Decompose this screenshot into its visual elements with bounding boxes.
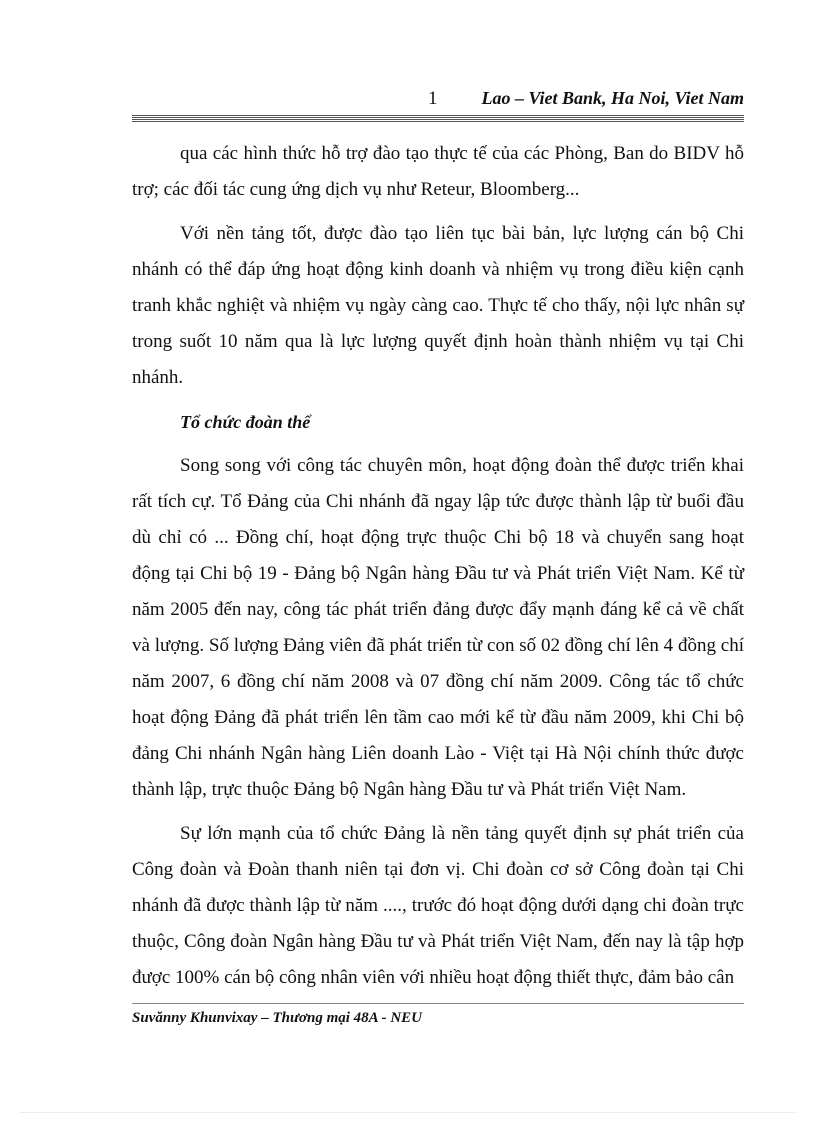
header-title: Lao – Viet Bank, Ha Noi, Viet Nam (481, 88, 744, 108)
paragraph: Song song với công tác chuyên môn, hoạt động đoàn thể được triển khai rất tích cự. Tổ Đảng của Chi nhánh đã ngay lập tức được thành lập từ buổi đầu dù chỉ có ... Đồng chí, hoạt động trực thuộc Chi bộ 18 và chuyển sang hoạt động tại Chi bộ 19 - Đảng bộ Ngân hàng Đầu tư và Phát triển Việt Nam. Kể từ năm 2005 đến nay, công tác phát triển đảng được đẩy mạnh đáng kể cả về chất và lượng. Số lượng Đảng viên đã phát triển từ con số 02 đồng chí lên 4 đồng chí năm 2007, 6 đồng chí năm 2008 và 07 đồng chí năm 2009. Công tác tổ chức hoạt động Đảng đã phát triển lên tầm cao mới kể từ đầu năm 2009, khi Chi bộ đảng Chi nhánh Ngân hàng Liên doanh Lào - Việt tại Hà Nội chính thức được thành lập, trực thuộc Đảng bộ Ngân hàng Đầu tư và Phát triển Việt Nam. (132, 455, 744, 800)
paragraph: Sự lớn mạnh của tổ chức Đảng là nền tảng quyết định sự phát triển của Công đoàn và Đoàn thanh niên tại đơn vị. Chi đoàn cơ sở Công đoàn tại Chi nhánh đã được thành lập từ năm ...., trước đó hoạt động dưới dạng chi đoàn trực thuộc, Công đoàn Ngân hàng Đầu tư và Phát triển Việt Nam, đến nay là tập hợp được 100% cán bộ công nhân viên với nhiều hoạt động thiết thực, đảm bảo cân (132, 823, 744, 988)
footer-divider (132, 1003, 744, 1004)
paragraph: Với nền tảng tốt, được đào tạo liên tục bài bản, lực lượng cán bộ Chi nhánh có thể đáp ứng hoạt động kinh doanh và nhiệm vụ trong điều kiện cạnh tranh khắc nghiệt và nhiệm vụ ngày càng cao. Thực tế cho thấy, nội lực nhân sự trong suốt 10 năm qua là lực lượng quyết định hoàn thành nhiệm vụ tại Chi nhánh. (132, 223, 744, 388)
header-divider (132, 115, 744, 122)
page-footer: Suvănny Khunvixay – Thương mại 48A - NEU (132, 1010, 423, 1026)
page-header (132, 88, 744, 114)
section-heading: Tổ chức đoàn thể (180, 412, 311, 432)
paragraph: qua các hình thức hỗ trợ đào tạo thực tế của các Phòng, Ban do BIDV hỗ trợ; các đối tác cung ứng dịch vụ như Reteur, Bloomberg... (132, 143, 744, 200)
page-bottom-edge (20, 1112, 796, 1113)
document-body (132, 136, 744, 1004)
page-number: 1 (428, 88, 438, 109)
